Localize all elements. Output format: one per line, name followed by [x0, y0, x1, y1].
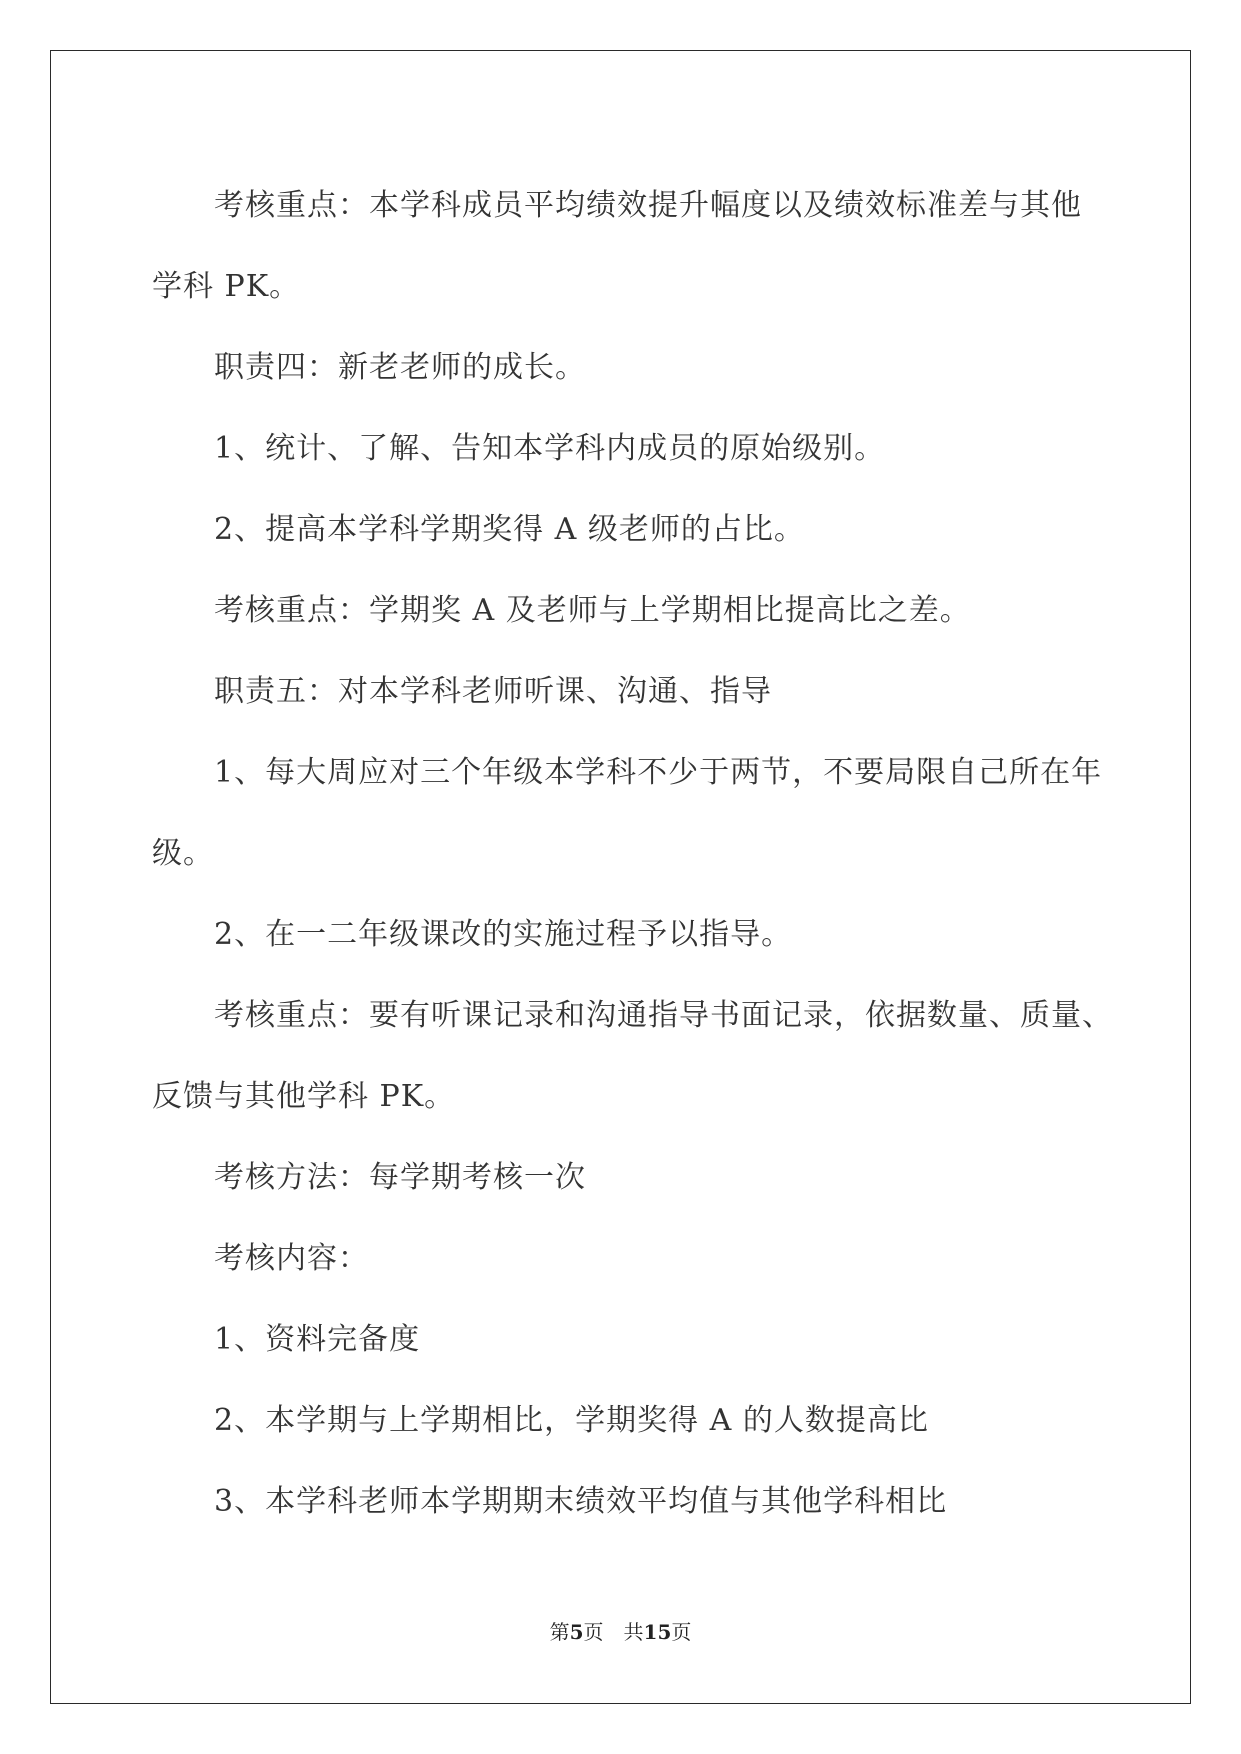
paragraph: 考核方法：每学期考核一次 [214, 1160, 586, 1195]
paragraph: 1、每大周应对三个年级本学科不少于两节，不要局限自己所在年 [214, 755, 1103, 790]
paragraph: 反馈与其他学科 PK。 [152, 1079, 456, 1114]
paragraph: 考核重点：学期奖 A 及老师与上学期相比提高比之差。 [214, 593, 971, 628]
footer-prefix: 第 [549, 1620, 570, 1644]
paragraph: 2、提高本学科学期奖得 A 级老师的占比。 [214, 512, 805, 547]
paragraph: 考核重点：要有听课记录和沟通指导书面记录，依据数量、质量、 [214, 998, 1113, 1033]
paragraph: 2、在一二年级课改的实施过程予以指导。 [214, 917, 793, 952]
total-pages: 15 [643, 1620, 672, 1644]
paragraph: 2、本学期与上学期相比，学期奖得 A 的人数提高比 [214, 1403, 929, 1438]
paragraph: 1、统计、了解、告知本学科内成员的原始级别。 [214, 431, 886, 466]
page-number: 5 [569, 1620, 584, 1644]
paragraph: 职责五：对本学科老师听课、沟通、指导 [214, 674, 772, 709]
paragraph: 职责四：新老老师的成长。 [214, 350, 586, 385]
footer-page-suffix: 页 [583, 1620, 604, 1644]
paragraph: 1、资料完备度 [214, 1322, 421, 1357]
paragraph: 学科 PK。 [152, 269, 301, 304]
paragraph: 考核重点：本学科成员平均绩效提升幅度以及绩效标准差与其他 [214, 188, 1082, 223]
footer-total-suffix: 页 [671, 1620, 692, 1644]
paragraph: 级。 [152, 836, 214, 871]
paragraph: 考核内容： [214, 1241, 369, 1276]
page-footer [0, 1616, 1241, 1645]
footer-total-prefix: 共 [623, 1620, 644, 1644]
document-body [152, 165, 1113, 1542]
paragraph: 3、本学科老师本学期期末绩效平均值与其他学科相比 [214, 1484, 948, 1519]
